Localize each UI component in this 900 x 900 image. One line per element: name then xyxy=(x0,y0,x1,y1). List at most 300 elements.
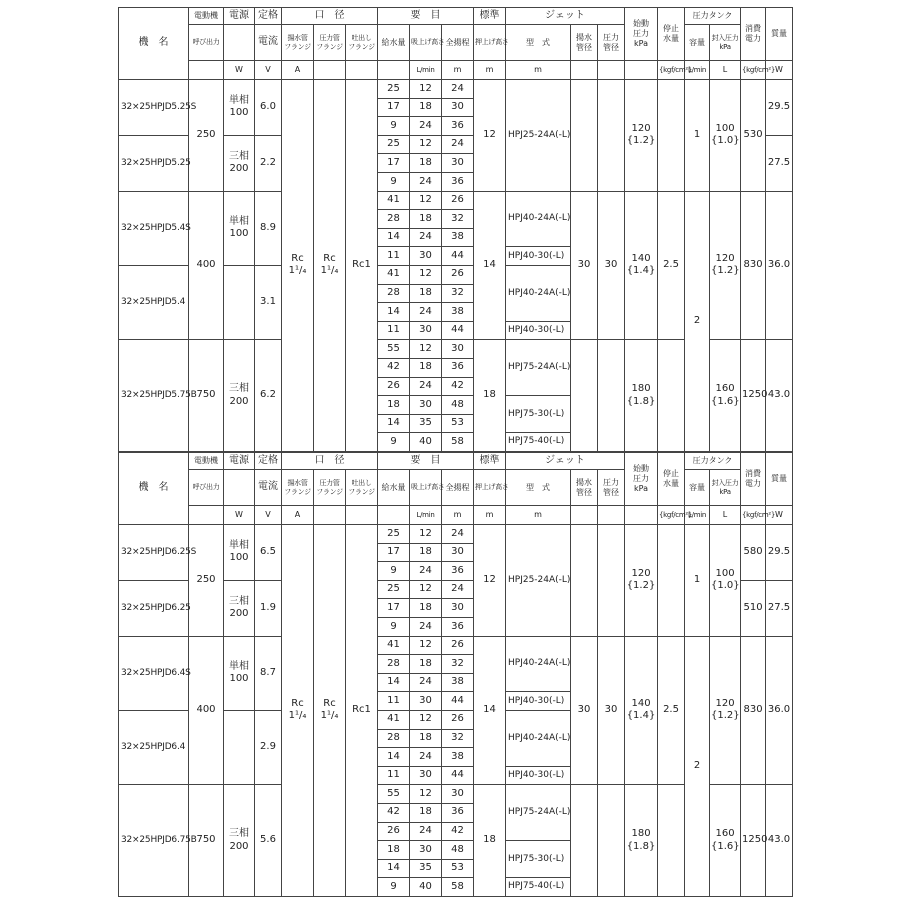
suction-height: 12 xyxy=(410,80,442,99)
suction-height: 24 xyxy=(410,172,442,191)
suction-height: 30 xyxy=(410,692,442,711)
table-row xyxy=(119,191,793,210)
header-suction-pipe: 揚水 管径 xyxy=(571,25,598,61)
sealed-pressure: 160 {1.6} xyxy=(710,785,741,897)
header-push-suction: 押上げ高さ xyxy=(474,470,506,506)
header-power-source: 電源 xyxy=(224,8,255,25)
suction-height: 40 xyxy=(410,878,442,897)
header-pressure-pipe: 圧力 管径 xyxy=(598,470,625,506)
total-head: 26 xyxy=(442,191,474,210)
header-suction-pipe: 揚水 管径 xyxy=(571,470,598,506)
total-head: 32 xyxy=(442,729,474,748)
total-head: 30 xyxy=(442,599,474,618)
flow-volume: 28 xyxy=(378,210,410,229)
standard-height: 14 xyxy=(474,636,506,785)
suction-height: 18 xyxy=(410,154,442,173)
flow-volume: 18 xyxy=(378,841,410,860)
tank-capacity: 2 xyxy=(685,191,710,451)
suction-height: 18 xyxy=(410,358,442,377)
power-consumption: 510 xyxy=(741,580,766,636)
header-type: 型 式 xyxy=(506,470,571,506)
model-name: 32×25HPJD6.4 xyxy=(119,710,189,784)
jet-type: HPJ25-24A(-L) xyxy=(506,80,571,192)
suction-height: 18 xyxy=(410,729,442,748)
suction-flange: Rc 1¹/₄ xyxy=(282,525,314,897)
header-bore: 口 径 xyxy=(282,8,378,25)
unit-lmin: L/min xyxy=(685,61,710,80)
suction-height: 24 xyxy=(410,303,442,322)
start-pressure: 180 {1.8} xyxy=(625,785,658,897)
sealed-pressure: 120 {1.2} xyxy=(710,636,741,785)
flow-volume: 14 xyxy=(378,228,410,247)
stop-volume: 2.5 xyxy=(658,191,685,340)
suction-height: 12 xyxy=(410,580,442,599)
flow-volume: 41 xyxy=(378,191,410,210)
jet-type: HPJ40-24A(-L) xyxy=(506,636,571,692)
rated-current: 1.9 xyxy=(255,580,282,636)
header-suction-flange: 揚水管 フランジ xyxy=(282,25,314,61)
total-head: 26 xyxy=(442,636,474,655)
flow-volume: 25 xyxy=(378,80,410,99)
suction-pipe xyxy=(571,80,598,192)
total-head: 30 xyxy=(442,98,474,117)
suction-height: 30 xyxy=(410,247,442,266)
start-pressure: 120 {1.2} xyxy=(625,525,658,637)
header-suction-height: 吸上げ高さ xyxy=(410,470,442,506)
rated-current: 2.9 xyxy=(255,710,282,784)
motor-output: 750 xyxy=(189,340,224,452)
standard-height: 12 xyxy=(474,525,506,637)
rated-current: 8.7 xyxy=(255,636,282,710)
motor-output: 250 xyxy=(189,80,224,192)
total-head: 36 xyxy=(442,803,474,822)
flow-volume: 17 xyxy=(378,543,410,562)
suction-height: 12 xyxy=(410,191,442,210)
suction-height: 18 xyxy=(410,655,442,674)
power-source: 三相 200 xyxy=(224,135,255,191)
flow-volume: 11 xyxy=(378,247,410,266)
suction-height: 24 xyxy=(410,562,442,581)
unit-kgf: {kgf/cm²} xyxy=(741,61,766,80)
total-head: 32 xyxy=(442,655,474,674)
power-consumption: 530 xyxy=(741,80,766,192)
pressure-pipe xyxy=(598,80,625,192)
suction-height: 24 xyxy=(410,673,442,692)
suction-height: 30 xyxy=(410,321,442,340)
unit-m: m xyxy=(474,61,506,80)
total-head: 48 xyxy=(442,396,474,415)
suction-pipe xyxy=(571,340,598,452)
suction-pipe xyxy=(571,525,598,637)
unit-a: A xyxy=(282,506,314,525)
suction-height: 35 xyxy=(410,414,442,433)
header-sealed-pressure: 封入圧力 kPa xyxy=(710,25,741,61)
total-head: 48 xyxy=(442,841,474,860)
total-head: 36 xyxy=(442,562,474,581)
flow-volume: 17 xyxy=(378,154,410,173)
flow-volume: 9 xyxy=(378,878,410,897)
power-source: 単相 100 xyxy=(224,80,255,136)
stop-volume xyxy=(658,785,685,897)
total-head: 38 xyxy=(442,303,474,322)
flow-volume: 28 xyxy=(378,655,410,674)
suction-height: 24 xyxy=(410,748,442,767)
pressure-pipe: 30 xyxy=(598,191,625,340)
total-head: 38 xyxy=(442,748,474,767)
header-suction-flange: 揚水管 フランジ xyxy=(282,470,314,506)
unit-v: V xyxy=(255,506,282,525)
discharge-flange: Rc1 xyxy=(346,525,378,897)
suction-height: 24 xyxy=(410,617,442,636)
header-motor: 電動機 xyxy=(189,8,224,25)
flow-volume: 41 xyxy=(378,710,410,729)
suction-height: 18 xyxy=(410,98,442,117)
tank-capacity: 1 xyxy=(685,525,710,637)
header-discharge-flange: 吐出し フランジ xyxy=(346,470,378,506)
start-pressure: 120 {1.2} xyxy=(625,80,658,192)
jet-type: HPJ40-30(-L) xyxy=(506,321,571,340)
unit-m: m xyxy=(506,506,571,525)
header-power-source: 電源 xyxy=(224,453,255,470)
rated-current: 6.5 xyxy=(255,525,282,581)
header-discharge-flange: 吐出し フランジ xyxy=(346,25,378,61)
unit-kgf: {kgf/cm²} xyxy=(741,506,766,525)
rated-current: 5.6 xyxy=(255,785,282,897)
suction-height: 24 xyxy=(410,377,442,396)
suction-height: 12 xyxy=(410,265,442,284)
flow-volume: 14 xyxy=(378,673,410,692)
total-head: 30 xyxy=(442,785,474,804)
flow-volume: 11 xyxy=(378,321,410,340)
suction-height: 30 xyxy=(410,396,442,415)
flow-volume: 18 xyxy=(378,396,410,415)
flow-volume: 9 xyxy=(378,117,410,136)
stop-volume xyxy=(658,340,685,452)
header-capacity: 容量 xyxy=(685,470,710,506)
table-row xyxy=(119,525,793,544)
header-start-pressure: 始動 圧力 kPa xyxy=(625,453,658,506)
header-motor-sub: 呼び出力 xyxy=(189,470,224,506)
unit-l: L xyxy=(710,61,741,80)
motor-output: 400 xyxy=(189,191,224,340)
flow-volume: 55 xyxy=(378,340,410,359)
jet-type: HPJ40-24A(-L) xyxy=(506,265,571,321)
total-head: 24 xyxy=(442,80,474,99)
total-head: 30 xyxy=(442,154,474,173)
unit-w: W xyxy=(766,506,793,525)
header-current: 電流 xyxy=(255,25,282,61)
spec-body-2 xyxy=(119,525,793,897)
standard-height: 18 xyxy=(474,340,506,452)
jet-type: HPJ40-24A(-L) xyxy=(506,191,571,247)
unit-m: m xyxy=(442,506,474,525)
suction-pipe xyxy=(571,785,598,897)
suction-height: 30 xyxy=(410,766,442,785)
header-stop-volume: 停止 水量 xyxy=(658,8,685,61)
total-head: 53 xyxy=(442,414,474,433)
total-head: 36 xyxy=(442,172,474,191)
unit-m: m xyxy=(442,61,474,80)
header-start-pressure: 始動 圧力 kPa xyxy=(625,8,658,61)
stop-volume xyxy=(658,80,685,192)
header-current: 電流 xyxy=(255,470,282,506)
flow-volume: 14 xyxy=(378,859,410,878)
total-head: 53 xyxy=(442,859,474,878)
jet-type: HPJ75-30(-L) xyxy=(506,841,571,878)
model-name: 32×25HPJD6.25 xyxy=(119,580,189,636)
spec-table-2 xyxy=(118,452,793,897)
flow-volume: 17 xyxy=(378,599,410,618)
sealed-pressure: 120 {1.2} xyxy=(710,191,741,340)
flow-volume: 26 xyxy=(378,377,410,396)
spec-body-1 xyxy=(119,80,793,452)
total-head: 58 xyxy=(442,433,474,452)
mass: 36.0 xyxy=(766,191,793,340)
jet-type: HPJ75-30(-L) xyxy=(506,396,571,433)
header-motor-sub: 呼び出力 xyxy=(189,25,224,61)
header-jet: ジェット xyxy=(506,8,625,25)
tank-capacity: 2 xyxy=(685,636,710,896)
spec-table-1 xyxy=(118,7,793,452)
power-consumption: 580 xyxy=(741,525,766,581)
suction-flange: Rc 1¹/₄ xyxy=(282,80,314,452)
sealed-pressure: 160 {1.6} xyxy=(710,340,741,452)
header-sealed-pressure: 封入圧力 kPa xyxy=(710,470,741,506)
header-capacity: 容量 xyxy=(685,25,710,61)
flow-volume: 25 xyxy=(378,525,410,544)
total-head: 44 xyxy=(442,692,474,711)
power-consumption: 1250 xyxy=(741,340,766,452)
header-mass: 質量 xyxy=(766,8,793,61)
suction-height: 18 xyxy=(410,803,442,822)
header-tank: 圧力タンク xyxy=(685,453,741,470)
total-head: 32 xyxy=(442,284,474,303)
power-source xyxy=(224,265,255,339)
standard-height: 18 xyxy=(474,785,506,897)
rated-current: 3.1 xyxy=(255,265,282,339)
stop-volume: 2.5 xyxy=(658,636,685,785)
suction-height: 12 xyxy=(410,525,442,544)
mass: 36.0 xyxy=(766,636,793,785)
header-pressure-pipe: 圧力 管径 xyxy=(598,25,625,61)
header-model-name: 機 名 xyxy=(119,453,189,525)
power-source: 単相 100 xyxy=(224,191,255,265)
header-total-head: 全揚程 xyxy=(442,470,474,506)
unit-m: m xyxy=(506,61,571,80)
power-source: 三相 200 xyxy=(224,580,255,636)
unit-a: A xyxy=(282,61,314,80)
suction-height: 18 xyxy=(410,599,442,618)
power-source: 三相 200 xyxy=(224,340,255,452)
suction-pipe: 30 xyxy=(571,636,598,785)
header-type: 型 式 xyxy=(506,25,571,61)
flow-volume: 25 xyxy=(378,580,410,599)
rated-current: 6.2 xyxy=(255,340,282,452)
suction-height: 12 xyxy=(410,636,442,655)
total-head: 44 xyxy=(442,766,474,785)
suction-height: 12 xyxy=(410,340,442,359)
pressure-pipe xyxy=(598,785,625,897)
flow-volume: 9 xyxy=(378,562,410,581)
flow-volume: 26 xyxy=(378,822,410,841)
rated-current: 8.9 xyxy=(255,191,282,265)
mass: 43.0 xyxy=(766,340,793,452)
flow-volume: 28 xyxy=(378,284,410,303)
header-rated: 定格 xyxy=(255,8,282,25)
header-stop-volume: 停止 水量 xyxy=(658,453,685,506)
total-head: 58 xyxy=(442,878,474,897)
sealed-pressure: 100 {1.0} xyxy=(710,525,741,637)
flow-volume: 28 xyxy=(378,729,410,748)
model-name: 32×25HPJD6.75B xyxy=(119,785,189,897)
suction-height: 12 xyxy=(410,135,442,154)
jet-type: HPJ40-24A(-L) xyxy=(506,710,571,766)
flow-volume: 11 xyxy=(378,692,410,711)
unit-kgf: {kgf/cm²} xyxy=(658,61,685,80)
motor-output: 250 xyxy=(189,525,224,637)
unit-m: m xyxy=(474,506,506,525)
stop-volume xyxy=(658,525,685,637)
power-source xyxy=(224,710,255,784)
pressure-pipe: 30 xyxy=(598,636,625,785)
model-name: 32×25HPJD5.4S xyxy=(119,191,189,265)
suction-height: 18 xyxy=(410,543,442,562)
suction-height: 12 xyxy=(410,710,442,729)
header-tank: 圧力タンク xyxy=(685,8,741,25)
flow-volume: 41 xyxy=(378,265,410,284)
total-head: 36 xyxy=(442,358,474,377)
total-head: 26 xyxy=(442,710,474,729)
total-head: 36 xyxy=(442,617,474,636)
header-total-head: 全揚程 xyxy=(442,25,474,61)
mass: 29.5 xyxy=(766,80,793,136)
header-pressure-flange: 圧力管 フランジ xyxy=(314,470,346,506)
total-head: 44 xyxy=(442,321,474,340)
jet-type: HPJ75-24A(-L) xyxy=(506,340,571,396)
unit-l: L xyxy=(710,506,741,525)
jet-type: HPJ40-30(-L) xyxy=(506,766,571,785)
pressure-pipe xyxy=(598,525,625,637)
suction-height: 18 xyxy=(410,284,442,303)
flow-volume: 14 xyxy=(378,414,410,433)
power-source: 単相 100 xyxy=(224,636,255,710)
header-rated: 定格 xyxy=(255,453,282,470)
header-suction-height: 吸上げ高さ xyxy=(410,25,442,61)
flow-volume: 55 xyxy=(378,785,410,804)
total-head: 38 xyxy=(442,228,474,247)
header-spec: 要 目 xyxy=(378,8,474,25)
flow-volume: 17 xyxy=(378,98,410,117)
model-name: 32×25HPJD5.25 xyxy=(119,135,189,191)
motor-output: 400 xyxy=(189,636,224,785)
pressure-pipe xyxy=(598,340,625,452)
mass: 29.5 xyxy=(766,525,793,581)
total-head: 32 xyxy=(442,210,474,229)
flow-volume: 42 xyxy=(378,803,410,822)
flow-volume: 14 xyxy=(378,303,410,322)
total-head: 24 xyxy=(442,580,474,599)
unit-lmin: L/min xyxy=(685,506,710,525)
total-head: 36 xyxy=(442,117,474,136)
header-spec: 要 目 xyxy=(378,453,474,470)
total-head: 24 xyxy=(442,525,474,544)
flow-volume: 11 xyxy=(378,766,410,785)
total-head: 38 xyxy=(442,673,474,692)
jet-type: HPJ25-24A(-L) xyxy=(506,525,571,637)
jet-type: HPJ75-24A(-L) xyxy=(506,785,571,841)
suction-height: 24 xyxy=(410,822,442,841)
header-consumption: 消費 電力 xyxy=(741,8,766,61)
flow-volume: 9 xyxy=(378,433,410,452)
header-water-volume: 給水量 xyxy=(378,25,410,61)
pressure-flange: Rc 1¹/₄ xyxy=(314,525,346,897)
suction-height: 24 xyxy=(410,117,442,136)
jet-type: HPJ75-40(-L) xyxy=(506,433,571,452)
total-head: 44 xyxy=(442,247,474,266)
suction-height: 12 xyxy=(410,785,442,804)
header-standard: 標準 xyxy=(474,8,506,25)
total-head: 26 xyxy=(442,265,474,284)
sealed-pressure: 100 {1.0} xyxy=(710,80,741,192)
suction-pipe: 30 xyxy=(571,191,598,340)
start-pressure: 140 {1.4} xyxy=(625,636,658,785)
standard-height: 14 xyxy=(474,191,506,340)
standard-height: 12 xyxy=(474,80,506,192)
suction-height: 35 xyxy=(410,859,442,878)
model-name: 32×25HPJD6.4S xyxy=(119,636,189,710)
discharge-flange: Rc1 xyxy=(346,80,378,452)
header-water-volume: 給水量 xyxy=(378,470,410,506)
flow-volume: 41 xyxy=(378,636,410,655)
model-name: 32×25HPJD5.75B xyxy=(119,340,189,452)
header-model-name: 機 名 xyxy=(119,8,189,80)
model-name: 32×25HPJD5.4 xyxy=(119,265,189,339)
total-head: 24 xyxy=(442,135,474,154)
jet-type: HPJ40-30(-L) xyxy=(506,247,571,266)
rated-current: 2.2 xyxy=(255,135,282,191)
mass: 43.0 xyxy=(766,785,793,897)
header-bore: 口 径 xyxy=(282,453,378,470)
unit-w: W xyxy=(224,61,255,80)
suction-height: 18 xyxy=(410,210,442,229)
power-source: 三相 200 xyxy=(224,785,255,897)
header-push-suction: 押上げ高さ xyxy=(474,25,506,61)
header-consumption: 消費 電力 xyxy=(741,453,766,506)
unit-v: V xyxy=(255,61,282,80)
power-consumption: 1250 xyxy=(741,785,766,897)
unit-w: W xyxy=(766,61,793,80)
flow-volume: 42 xyxy=(378,358,410,377)
start-pressure: 140 {1.4} xyxy=(625,191,658,340)
header-motor: 電動機 xyxy=(189,453,224,470)
table-row xyxy=(119,80,793,99)
table-row xyxy=(119,636,793,655)
model-name: 32×25HPJD6.25S xyxy=(119,525,189,581)
jet-type: HPJ75-40(-L) xyxy=(506,878,571,897)
start-pressure: 180 {1.8} xyxy=(625,340,658,452)
header-pressure-flange: 圧力管 フランジ xyxy=(314,25,346,61)
power-consumption: 830 xyxy=(741,636,766,785)
power-source: 単相 100 xyxy=(224,525,255,581)
header-standard: 標準 xyxy=(474,453,506,470)
suction-height: 24 xyxy=(410,228,442,247)
model-name: 32×25HPJD5.25S xyxy=(119,80,189,136)
header-jet: ジェット xyxy=(506,453,625,470)
unit-lmin: L/min xyxy=(410,506,442,525)
unit-kgf: {kgf/cm²} xyxy=(658,506,685,525)
total-head: 42 xyxy=(442,822,474,841)
suction-height: 30 xyxy=(410,841,442,860)
